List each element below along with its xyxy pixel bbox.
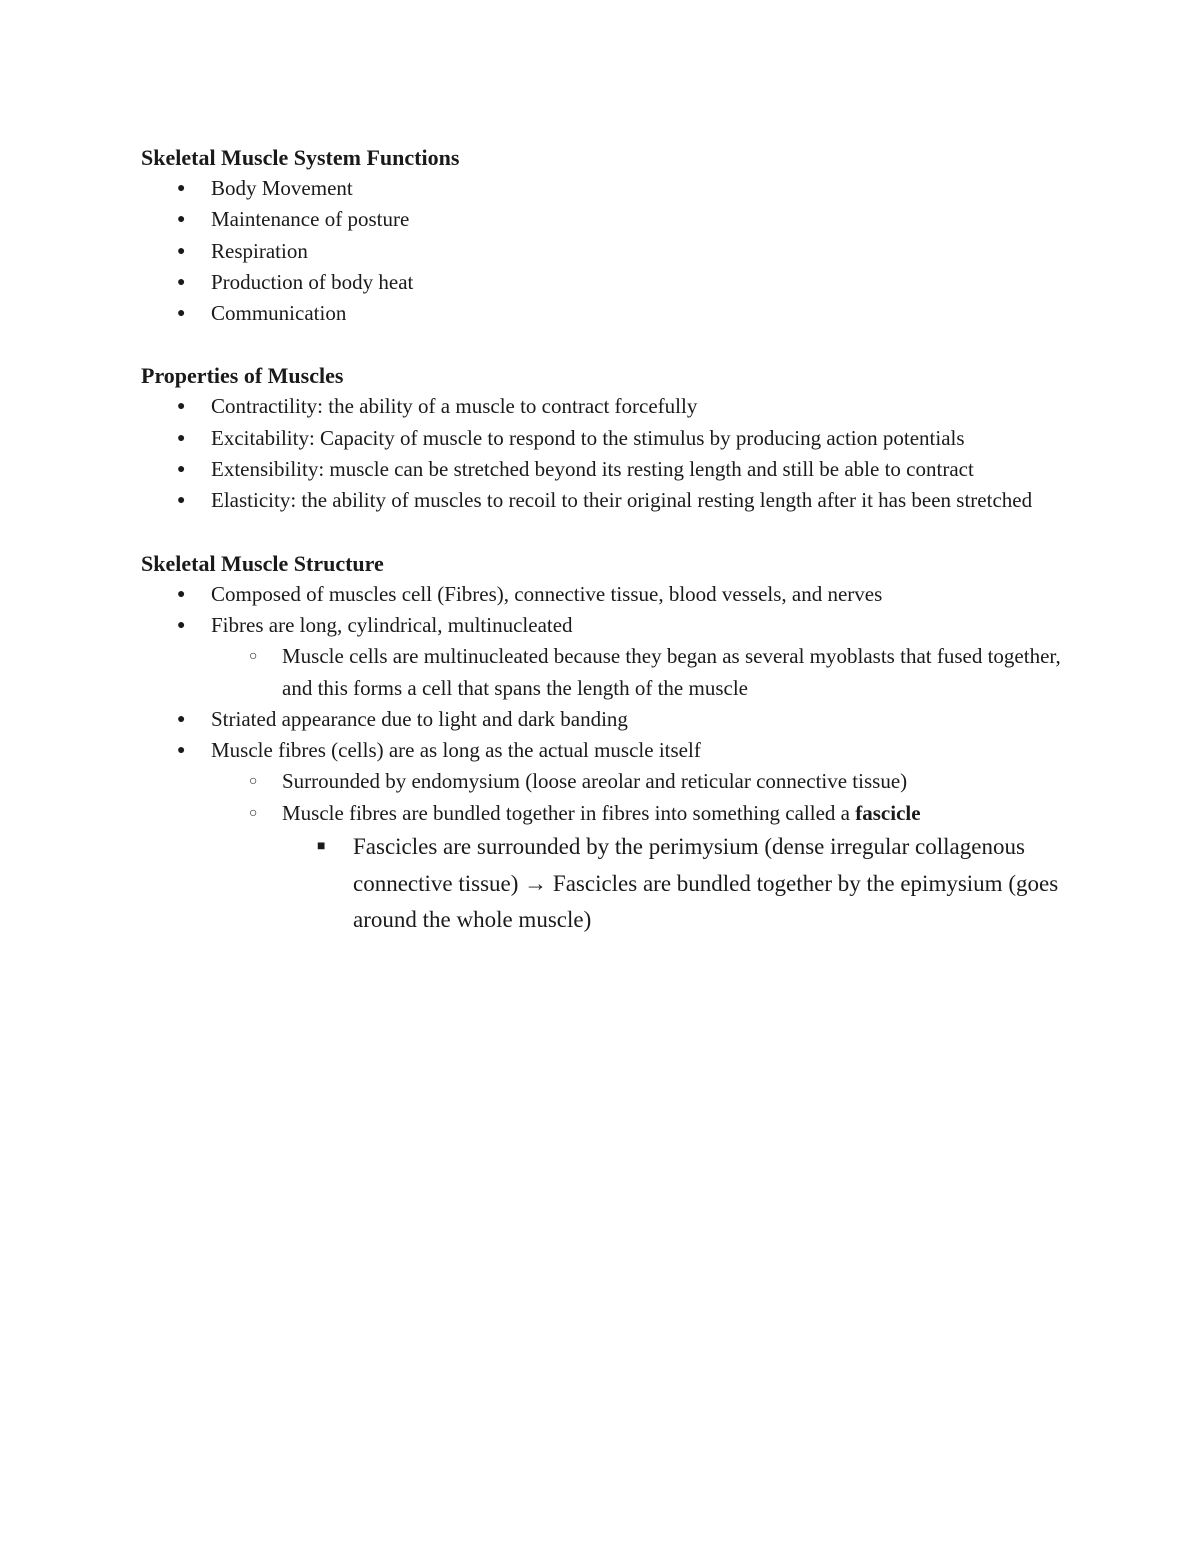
bullet-icon: ● bbox=[177, 617, 186, 633]
bullet-icon: ● bbox=[177, 212, 186, 228]
list-item: ● Production of body heat bbox=[141, 267, 1071, 298]
section-structure bbox=[141, 548, 1071, 939]
hollow-bullet-icon: ○ bbox=[249, 805, 258, 821]
section-title: Skeletal Muscle System Functions bbox=[141, 145, 460, 170]
document-page bbox=[141, 142, 1071, 939]
sub-sub-list-item: ■ Fascicles are surrounded by the perimysium (dense irregular collagenous connective tissue) → Fascicles are bundled together by the epimysium (goes around the whole muscle) bbox=[141, 829, 1071, 939]
list-item: ● Body Movement bbox=[141, 173, 1071, 204]
bullet-icon: ● bbox=[177, 493, 186, 509]
list-item: ● Contractility: the ability of a muscle to contract forcefully bbox=[141, 391, 1071, 422]
list-item: ● Communication bbox=[141, 298, 1071, 329]
bullet-list bbox=[141, 391, 1071, 516]
section-title: Properties of Muscles bbox=[141, 363, 344, 389]
bold-term: fascicle bbox=[855, 800, 921, 825]
bullet-icon: ● bbox=[177, 243, 186, 259]
hollow-bullet-icon: ○ bbox=[249, 649, 258, 665]
section-title: Skeletal Muscle Structure bbox=[141, 550, 384, 576]
bullet-list bbox=[141, 579, 1071, 939]
bullet-icon: ● bbox=[177, 274, 186, 290]
list-item: ● Striated appearance due to light and dark banding bbox=[141, 704, 1071, 735]
list-item: ● Composed of muscles cell (Fibres), connective tissue, blood vessels, and nerves bbox=[141, 579, 1071, 610]
list-item: ● Maintenance of posture bbox=[141, 204, 1071, 235]
bullet-icon: ● bbox=[177, 743, 186, 759]
bullet-icon: ● bbox=[177, 181, 186, 196]
section-properties bbox=[141, 360, 1071, 516]
bullet-icon: ● bbox=[177, 306, 186, 322]
bullet-icon: ● bbox=[177, 430, 186, 446]
sub-list-item: ○ Muscle fibres are bundled together in fibres into something called a fascicle bbox=[141, 798, 1071, 829]
hollow-bullet-icon: ○ bbox=[249, 774, 258, 790]
list-item: ● Fibres are long, cylindrical, multinucleated bbox=[141, 610, 1071, 641]
list-item: ● Elasticity: the ability of muscles to recoil to their original resting length after it has been stretched bbox=[141, 485, 1071, 516]
list-item: ● Extensibility: muscle can be stretched beyond its resting length and still be able to contract bbox=[141, 454, 1071, 485]
square-bullet-icon: ■ bbox=[317, 839, 326, 855]
list-item: ● Excitability: Capacity of muscle to respond to the stimulus by producing action potentials bbox=[141, 423, 1071, 454]
list-item: ● Muscle fibres (cells) are as long as the actual muscle itself bbox=[141, 735, 1071, 766]
list-item: ● Respiration bbox=[141, 236, 1071, 267]
bullet-icon: ● bbox=[177, 462, 186, 478]
bullet-icon: ● bbox=[177, 586, 186, 602]
bullet-icon: ● bbox=[177, 399, 186, 415]
sub-list-item: ○ Muscle cells are multinucleated because they began as several myoblasts that fused together, and this forms a cell that spans the length of the muscle bbox=[141, 641, 1071, 704]
bullet-icon: ● bbox=[177, 711, 186, 727]
sub-list-item: ○ Surrounded by endomysium (loose areolar and reticular connective tissue) bbox=[141, 766, 1071, 797]
bullet-list bbox=[141, 173, 1071, 329]
section-functions bbox=[141, 142, 1071, 329]
